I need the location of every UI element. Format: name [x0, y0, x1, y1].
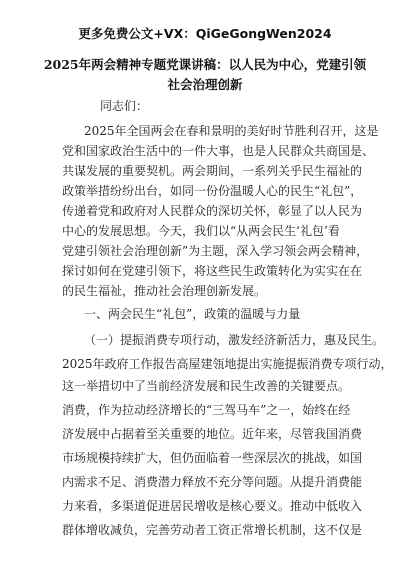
body-line: 2025年全国两会在春和景明的美好时节胜利召开，这是: [84, 124, 379, 138]
greeting: 同志们：: [100, 99, 149, 113]
body-line: 群体增收减负，完善劳动者工资正常增长机制，这不仅是: [62, 523, 363, 537]
body-line: 市场规模持续扩大，但仍面临着一些深层次的挑战，如国: [62, 451, 363, 465]
body-line: 消费，作为拉动经济增长的“三驾马车”之一，始终在经: [62, 403, 351, 417]
body-line: 这一举措切中了当前经济发展和民生改善的关键要点。: [62, 379, 351, 393]
body-line: 传递着党和政府对人民群众的深切关怀，彰显了以人民为: [62, 204, 363, 218]
body-line: 的民生福祉，推动社会治理创新发展。: [62, 284, 267, 298]
header-promo-text: 更多免费公文+VX：QiGeGongWen2024: [78, 26, 332, 41]
document-title-line-2: 社会治理创新: [167, 77, 243, 92]
section-heading: 一、两会民生“礼包”，政策的温暖与力量: [84, 307, 301, 321]
document-title-line-1: 2025年两会精神专题党课讲稿：以人民为中心，党建引领: [43, 57, 367, 72]
body-line: 力来看，多渠道促进居民增收是核心要义。推动中低收入: [62, 499, 363, 513]
body-line: 2025年政府工作报告高屋建瓴地提出实施提振消费专项行动，: [62, 357, 393, 371]
body-line: 济发展中占据着至关重要的地位。近年来，尽管我国消费: [62, 427, 363, 441]
subsection-heading: （一）提振消费专项行动，激发经济新活力，惠及民生。: [84, 333, 385, 347]
body-line: 共谋发展的重要契机。两会期间，一系列关乎民生福祉的: [62, 164, 363, 178]
body-line: 党建引领社会治理创新”为主题，深入学习领会两会精神，: [62, 244, 369, 258]
body-line: 中心的发展思想。今天，我们以“从两会民生‘礼包’看: [62, 224, 340, 238]
body-line: 内需求不足、消费潜力释放不充分等问题。从提升消费能: [62, 475, 363, 489]
body-line: 党和国家政治生活中的一件大事，也是人民群众共商国是、: [62, 144, 375, 158]
body-line: 探讨如何在党建引领下，将这些民生政策转化为实实在在: [62, 264, 363, 278]
body-line: 政策举措纷纷出台，如同一份份温暖人心的民生“礼包”，: [62, 184, 363, 198]
